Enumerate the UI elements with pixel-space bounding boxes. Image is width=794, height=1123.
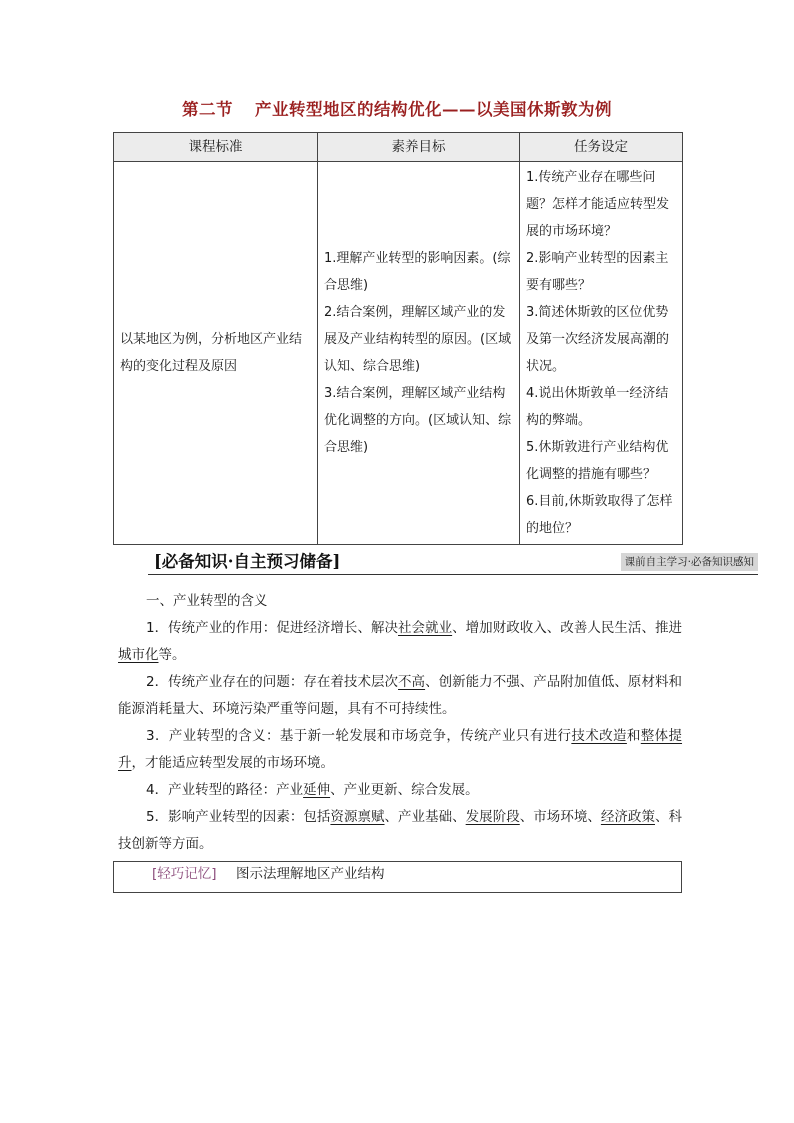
memory-tip-tag: [轻巧记忆] (152, 866, 217, 882)
header-standard: 课程标准 (114, 133, 318, 162)
text-run: 3．产业转型的含义：基于新一轮发展和市场竞争，传统产业只有进行 (146, 728, 572, 744)
underlined-term: 资源禀赋 (330, 809, 385, 825)
text-run: 等。 (158, 647, 186, 663)
standard-cell (114, 162, 318, 545)
text-run: 2．传统产业存在的问题：存在着技术层次 (146, 674, 399, 690)
header-objectives: 素养目标 (318, 133, 520, 162)
knowledge-content (118, 588, 682, 858)
curriculum-standards-table (113, 132, 683, 545)
underlined-term: 社会就业 (398, 620, 453, 636)
objective-item: 1.理解产业转型的影响因素。(综合思维) (324, 251, 511, 293)
page-title (0, 96, 794, 120)
subheading: 一、产业转型的含义 (146, 593, 268, 609)
text-run: 5．影响产业转型的因素：包括 (146, 809, 331, 825)
task-item: 5.休斯敦进行产业结构优化调整的措施有哪些？ (526, 440, 669, 482)
task-item: 4.说出休斯敦单一经济结构的弊端。 (526, 386, 669, 428)
underlined-term: 经济政策 (600, 809, 655, 825)
text-run: 、产业基础、 (384, 809, 466, 825)
text-run: 4．产业转型的路径：产业 (146, 782, 304, 798)
objective-item: 3.结合案例，理解区域产业结构优化调整的方向。(区域认知、综合思维) (324, 386, 512, 455)
table-header-row (114, 133, 683, 162)
paragraph (118, 723, 682, 777)
section-header (148, 546, 758, 575)
section-number: 第二节 (182, 100, 233, 119)
underlined-term: 延伸 (303, 782, 331, 798)
header-tasks: 任务设定 (520, 133, 683, 162)
memory-tip-box (113, 861, 682, 893)
paragraph (118, 804, 682, 858)
text-run: 、产业更新、综合发展。 (330, 782, 479, 798)
task-item: 3.简述休斯敦的区位优势及第一次经济发展高潮的状况。 (526, 305, 670, 374)
memory-tip-text: 图示法理解地区产业结构 (236, 866, 385, 882)
underlined-term: 发展阶段 (465, 809, 520, 825)
objectives-cell (318, 162, 520, 545)
text-run: 和 (626, 728, 641, 744)
section-heading: [必备知识·自主预习储备] (154, 552, 341, 571)
task-item: 2.影响产业转型的因素主要有哪些？ (526, 251, 669, 293)
text-run: 1．传统产业的作用：促进经济增长、解决 (146, 620, 399, 636)
paragraph (118, 777, 682, 804)
text-run: ，才能适应转型发展的市场环境。 (131, 755, 334, 771)
task-item: 1.传统产业存在哪些问题？怎样才能适应转型发展的市场环境？ (526, 170, 670, 239)
underlined-term: 技术改造 (571, 728, 627, 744)
table-row (114, 162, 683, 545)
paragraph (118, 615, 682, 669)
standard-text: 以某地区为例，分析地区产业结构的变化过程及原因 (120, 332, 303, 374)
underlined-term: 城市化 (118, 647, 159, 663)
task-item: 6.目前,休斯敦取得了怎样的地位？ (526, 494, 673, 536)
text-run: 、增加财政收入、改善人民生活、推进 (452, 620, 682, 636)
text-run: 、创新能力不强、产品附加值低、原材料和能源消耗量大、环境污染严重等问题，具有不可持续性。 (118, 674, 682, 717)
text-run: 、市场环境、 (519, 809, 601, 825)
paragraph (118, 669, 682, 723)
tasks-cell (520, 162, 683, 545)
section-title-text: 产业转型地区的结构优化——以美国休斯敦为例 (255, 100, 612, 119)
underlined-term: 不高 (398, 674, 426, 690)
text-run: 、科技创新等方面。 (118, 809, 683, 852)
section-tag: 课前自主学习·必备知识感知 (621, 553, 758, 571)
objective-item: 2.结合案例，理解区域产业的发展及产业结构转型的原因。(区域认知、综合思维) (324, 305, 512, 374)
underlined-term: 整体提升 (118, 728, 683, 771)
